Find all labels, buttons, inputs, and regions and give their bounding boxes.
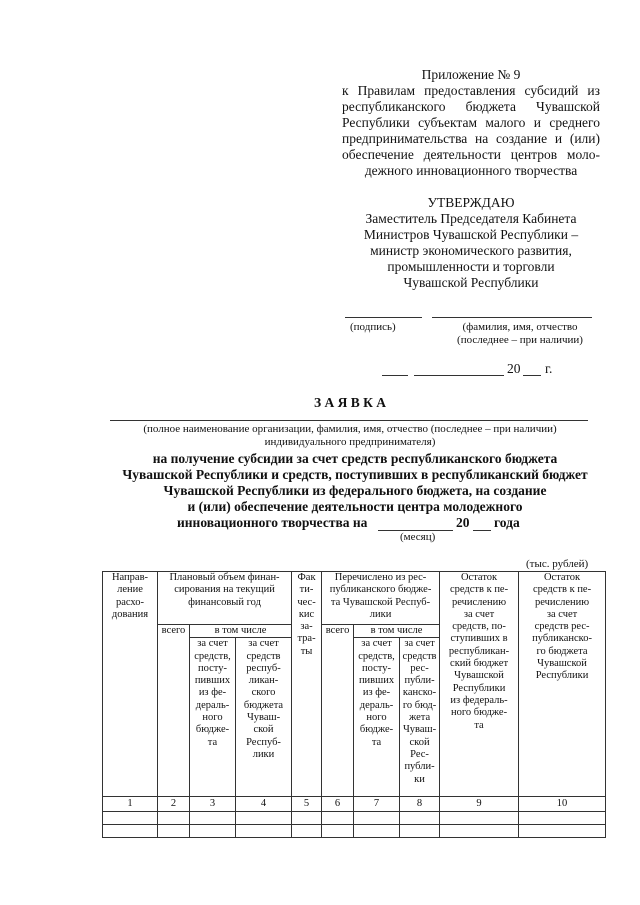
appendix-block — [342, 67, 600, 179]
appendix-line: Республики субъектам малого и среднего — [342, 115, 600, 130]
signature-line — [345, 317, 422, 318]
header-planned-republic: за счет средств респуб- ликан- ского бюджета Чуваш- ской Респуб- лики — [236, 638, 292, 797]
organization-line — [110, 420, 588, 421]
header-rest-federal: Остаток средств к пе- речислению за счет средств, по- ступивших в республикан- ский бюджет Чувашской Республики из федераль- ного бюдже- та — [440, 572, 519, 797]
approval-line: промышленности и торговли — [387, 259, 555, 274]
purpose-line: Чувашской Республики из федерального бюджета, на создание — [163, 483, 547, 498]
organization-label — [100, 423, 600, 449]
column-number: 5 — [292, 797, 322, 812]
approval-line: министр экономического развития, — [370, 243, 572, 258]
header-rest-republic: Остаток средств к пе- речислению за счет средств рес- публиканско- го бюджета Чувашской Республики — [519, 572, 606, 797]
column-number: 7 — [354, 797, 400, 812]
header-direction: Направ- ление расхо- дования — [103, 572, 158, 797]
header-planned-incl: в том числе — [190, 625, 292, 638]
header-transferred-federal: за счет средств, посту- пивших из фе- дераль- ного бюдже- та — [354, 638, 400, 797]
approval-title: УТВЕРЖДАЮ — [427, 195, 515, 210]
header-planned-federal: за счет средств, посту- пивших из фе- дераль- ного бюдже- та — [190, 638, 236, 797]
appendix-last-line: дежного инновационного творчества — [364, 163, 578, 178]
header-transferred-republic: за счет средств рес- публи- канско- го бюд- жета Чуваш- ской Рес- публи- ки — [400, 638, 440, 797]
purpose-line: на получение субсидии за счет средств республиканского бюджета — [152, 451, 558, 466]
date-month-line — [414, 375, 504, 376]
column-number: 1 — [103, 797, 158, 812]
name-label-line-1: (фамилия, имя, отчество — [462, 321, 578, 333]
column-number: 2 — [158, 797, 190, 812]
appendix-line: к Правилам предоставления субсидий из — [342, 83, 600, 98]
approval-block — [342, 195, 600, 291]
header-planned: Плановый объем финан- сирования на текущий финансовый год — [158, 572, 292, 625]
purpose-last-year: 20 — [456, 515, 470, 530]
approval-line: Чувашской Республики — [403, 275, 539, 290]
purpose-line: и (или) обеспечение деятельности центра молодежного — [187, 499, 523, 514]
column-number: 8 — [400, 797, 440, 812]
column-number: 6 — [322, 797, 354, 812]
date-day-line — [382, 375, 408, 376]
approval-line: Заместитель Председателя Кабинета — [365, 211, 577, 226]
purpose-last-suffix: года — [494, 515, 520, 530]
name-line — [432, 317, 592, 318]
signature-label: (подпись) — [350, 321, 396, 333]
header-transferred-incl: в том числе — [354, 625, 440, 638]
header-transferred-total: всего — [322, 625, 354, 797]
column-number: 9 — [440, 797, 519, 812]
header-actual: Фак ти- чес- кис за- тра- ты — [292, 572, 322, 797]
purpose-block — [95, 451, 615, 515]
date-year-prefix: 20 — [507, 361, 521, 376]
date-year-line — [523, 375, 541, 376]
column-number: 3 — [190, 797, 236, 812]
purpose-year-line — [473, 530, 491, 531]
appendix-line: обеспечение деятельности центров моло- — [342, 147, 600, 162]
column-number: 4 — [236, 797, 292, 812]
appendix-line: предпринимательства на создание и (или) — [342, 131, 600, 146]
column-number: 10 — [519, 797, 606, 812]
purpose-line: Чувашской Республики и средств, поступивших в республиканский бюджет — [122, 467, 588, 482]
application-title: З А Я В К А — [313, 395, 387, 410]
appendix-number: Приложение № 9 — [421, 67, 521, 82]
name-label-line-2: (последнее – при наличии) — [457, 334, 583, 346]
header-planned-total: всего — [158, 625, 190, 797]
date-suffix: г. — [545, 361, 553, 376]
purpose-last-prefix: инновационного творчества на — [177, 515, 368, 530]
approval-line: Министров Чувашской Республики – — [363, 227, 579, 242]
appendix-line: республиканского бюджета Чувашской — [342, 99, 600, 114]
organization-label-line-2: индивидуального предпринимателя) — [264, 436, 436, 448]
table-row — [103, 812, 606, 825]
month-label: (месяц) — [400, 531, 436, 543]
units-label: (тыс. рублей) — [526, 558, 589, 570]
application-table — [102, 571, 606, 838]
organization-label-line-1: (полное наименование организации, фамилия, имя, отчество (последнее – при наличии) — [143, 423, 557, 435]
name-label — [440, 321, 600, 347]
header-transferred: Перечислено из рес- публиканского бюдже- та Чувашской Респуб- лики — [322, 572, 440, 625]
table-row — [103, 825, 606, 838]
